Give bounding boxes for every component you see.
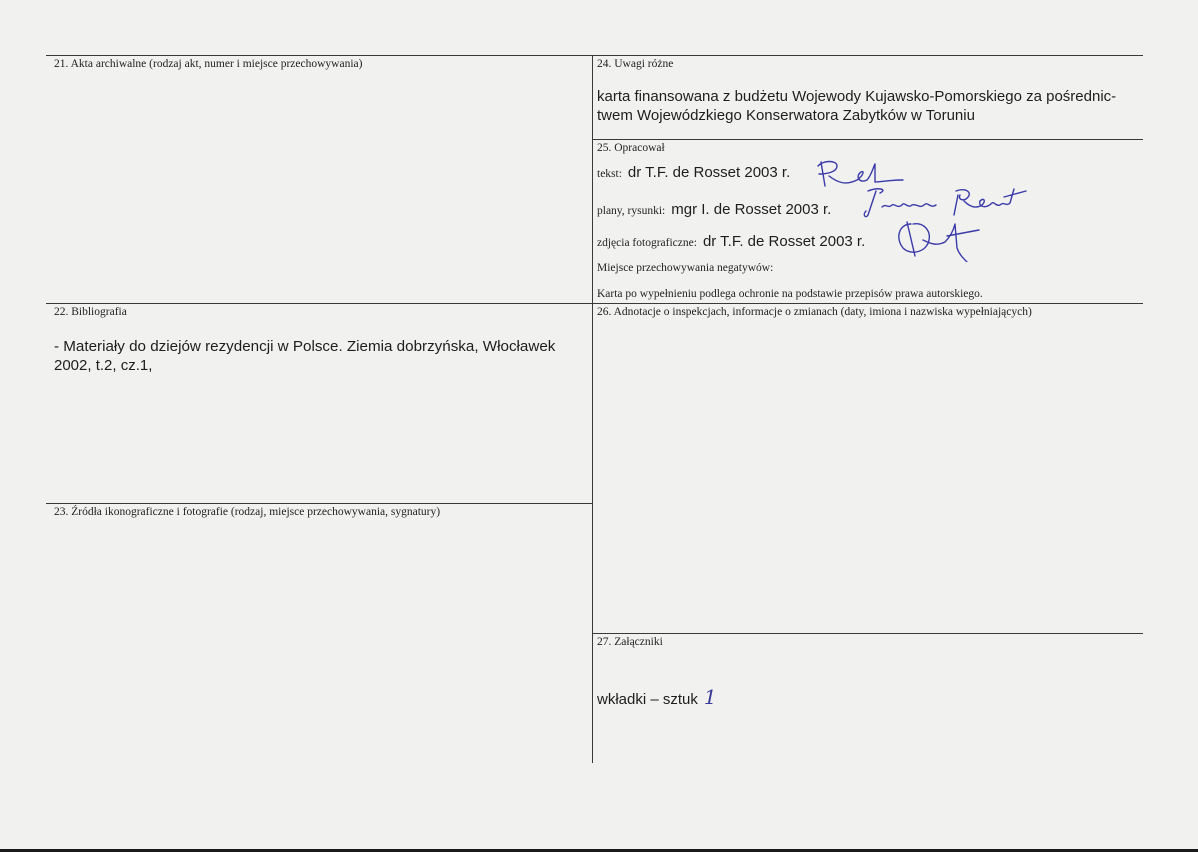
author-plans-row <box>597 201 831 218</box>
column-divider <box>592 55 593 763</box>
author-photos-value: dr T.F. de Rosset 2003 r. <box>702 233 866 250</box>
attachments-value: wkładki – sztuk <box>597 691 698 708</box>
copyright-note: Karta po wypełnieniu podlega ochronie na podstawie przepisów prawa autorskiego. <box>597 288 983 300</box>
signature-3-icon <box>893 218 983 262</box>
rule-26-27 <box>592 633 1143 634</box>
section-26-title: 26. Adnotacje o inspekcjach, informacje o zmianach (daty, imiona i nazwiska wypełniających) <box>597 306 1032 318</box>
negatives-location-label: Miejsce przechowywania negatywów: <box>597 262 774 274</box>
section-27-title: 27. Załączniki <box>597 636 663 648</box>
attachments-count: 1 <box>703 685 717 709</box>
attachments-row <box>597 685 717 709</box>
author-plans-label: plany, rysunki: <box>597 205 666 217</box>
bibliography-line-1: - Materiały do dziejów rezydencji w Polsce. Ziemia dobrzyńska, Włocławek <box>54 338 556 355</box>
signature-2-icon <box>858 185 1028 221</box>
author-photos-row <box>597 233 865 250</box>
top-rule <box>46 55 1143 56</box>
bibliography-line-2: 2002, t.2, cz.1, <box>54 357 153 374</box>
section-21-title: 21. Akta archiwalne (rodzaj akt, numer i miejsce przechowywania) <box>54 58 363 70</box>
section-25-title: 25. Opracował <box>597 142 665 154</box>
remarks-line-1: karta finansowana z budżetu Wojewody Kujawsko-Pomorskiego za pośrednic- <box>597 88 1117 105</box>
section-23-title: 23. Źródła ikonograficzne i fotografie (rodzaj, miejsce przechowywania, sygnatury) <box>54 506 441 518</box>
author-plans-value: mgr I. de Rosset 2003 r. <box>671 201 832 218</box>
author-text-label: tekst: <box>597 168 622 180</box>
rule-22-23 <box>46 503 592 504</box>
remarks-line-2: twem Wojewódzkiego Konserwatora Zabytków w Toruniu <box>597 107 975 124</box>
section-24-title: 24. Uwagi różne <box>597 58 674 70</box>
author-photos-label: zdjęcia fotograficzne: <box>597 237 697 249</box>
author-text-value: dr T.F. de Rosset 2003 r. <box>627 164 791 181</box>
rule-21-22 <box>46 303 592 304</box>
author-text-row <box>597 164 790 181</box>
rule-24-25 <box>592 139 1143 140</box>
rule-25-26 <box>592 303 1143 304</box>
section-22-title: 22. Bibliografia <box>54 306 127 318</box>
